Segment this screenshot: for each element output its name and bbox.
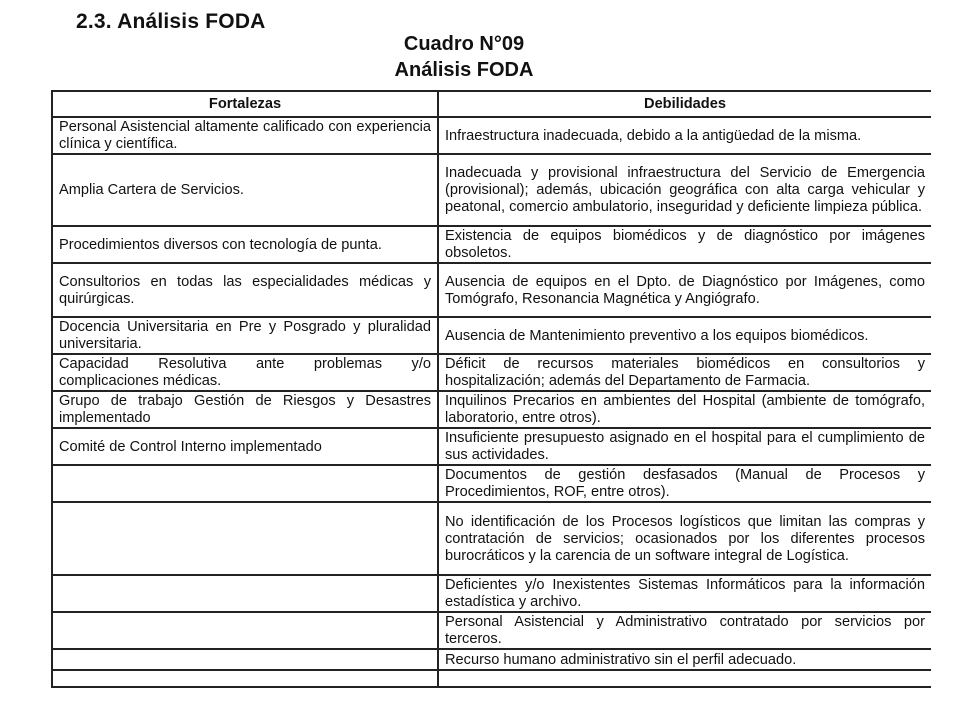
table-row [52, 226, 931, 263]
fortaleza-cell: Capacidad Resolutiva ante problemas y/o complicaciones médicas. [52, 354, 438, 391]
fortaleza-cell [52, 575, 438, 612]
fortaleza-cell: Consultorios en todas las especialidades médicas y quirúrgicas. [52, 263, 438, 317]
cut-off-cell [52, 670, 438, 687]
table-row [52, 391, 931, 428]
debilidad-cell: Insuficiente presupuesto asignado en el hospital para el cumplimiento de sus actividades. [438, 428, 931, 465]
fortaleza-cell [52, 465, 438, 502]
debilidad-cell: Ausencia de equipos en el Dpto. de Diagnóstico por Imágenes, como Tomógrafo, Resonancia Magnética y Angiógrafo. [438, 263, 931, 317]
header-fortalezas: Fortalezas [52, 91, 438, 117]
debilidad-cell: Existencia de equipos biomédicos y de diagnóstico por imágenes obsoletos. [438, 226, 931, 263]
table-row [52, 317, 931, 354]
fortaleza-cell: Docencia Universitaria en Pre y Posgrado y pluralidad universitaria. [52, 317, 438, 354]
debilidad-cell: Infraestructura inadecuada, debido a la antigüedad de la misma. [438, 117, 931, 154]
debilidad-cell: Déficit de recursos materiales biomédicos en consultorios y hospitalización; además del Departamento de Farmacia. [438, 354, 931, 391]
table-row [52, 117, 931, 154]
debilidad-cell: Personal Asistencial y Administrativo contratado por servicios por terceros. [438, 612, 931, 649]
fortaleza-cell: Comité de Control Interno implementado [52, 428, 438, 465]
table-row [52, 649, 931, 670]
debilidad-cell: Deficientes y/o Inexistentes Sistemas Informáticos para la información estadística y archivo. [438, 575, 931, 612]
header-debilidades: Debilidades [438, 91, 931, 117]
debilidad-cell: Ausencia de Mantenimiento preventivo a los equipos biomédicos. [438, 317, 931, 354]
table-row [52, 263, 931, 317]
fortaleza-cell [52, 612, 438, 649]
cut-off-cell [438, 670, 931, 687]
debilidad-cell: Inadecuada y provisional infraestructura del Servicio de Emergencia (provisional); además, ubicación geográfica con alta carga vehicular y peatonal, comercio ambulatorio, inseguridad y deficiente limpieza pública. [438, 154, 931, 226]
table-row [52, 465, 931, 502]
debilidad-cell: No identificación de los Procesos logísticos que limitan las compras y contratación de servicios; ocasionados por los diferentes procesos burocráticos y la carencia de un software integral de Logística. [438, 502, 931, 575]
fortaleza-cell [52, 502, 438, 575]
table-row [52, 502, 931, 575]
debilidad-cell: Inquilinos Precarios en ambientes del Hospital (ambiente de tomógrafo, laboratorio, entre otros). [438, 391, 931, 428]
fortaleza-cell: Grupo de trabajo Gestión de Riesgos y Desastres implementado [52, 391, 438, 428]
table-row [52, 575, 931, 612]
table-row [52, 612, 931, 649]
section-title: 2.3. Análisis FODA [76, 10, 266, 33]
debilidad-cell: Recurso humano administrativo sin el perfil adecuado. [438, 649, 931, 670]
table-row [52, 154, 931, 226]
fortaleza-cell: Personal Asistencial altamente calificado con experiencia clínica y científica. [52, 117, 438, 154]
table-caption-title: Análisis FODA [394, 59, 534, 81]
table-header-row [52, 91, 931, 117]
foda-table-container [51, 90, 931, 720]
fortaleza-cell [52, 649, 438, 670]
foda-table [51, 90, 931, 688]
table-row [52, 428, 931, 465]
table-row [52, 354, 931, 391]
table-row-cut-off [52, 670, 931, 687]
table-caption-number: Cuadro N°09 [403, 33, 525, 55]
fortaleza-cell: Amplia Cartera de Servicios. [52, 154, 438, 226]
fortaleza-cell: Procedimientos diversos con tecnología de punta. [52, 226, 438, 263]
debilidad-cell: Documentos de gestión desfasados (Manual de Procesos y Procedimientos, ROF, entre otros). [438, 465, 931, 502]
